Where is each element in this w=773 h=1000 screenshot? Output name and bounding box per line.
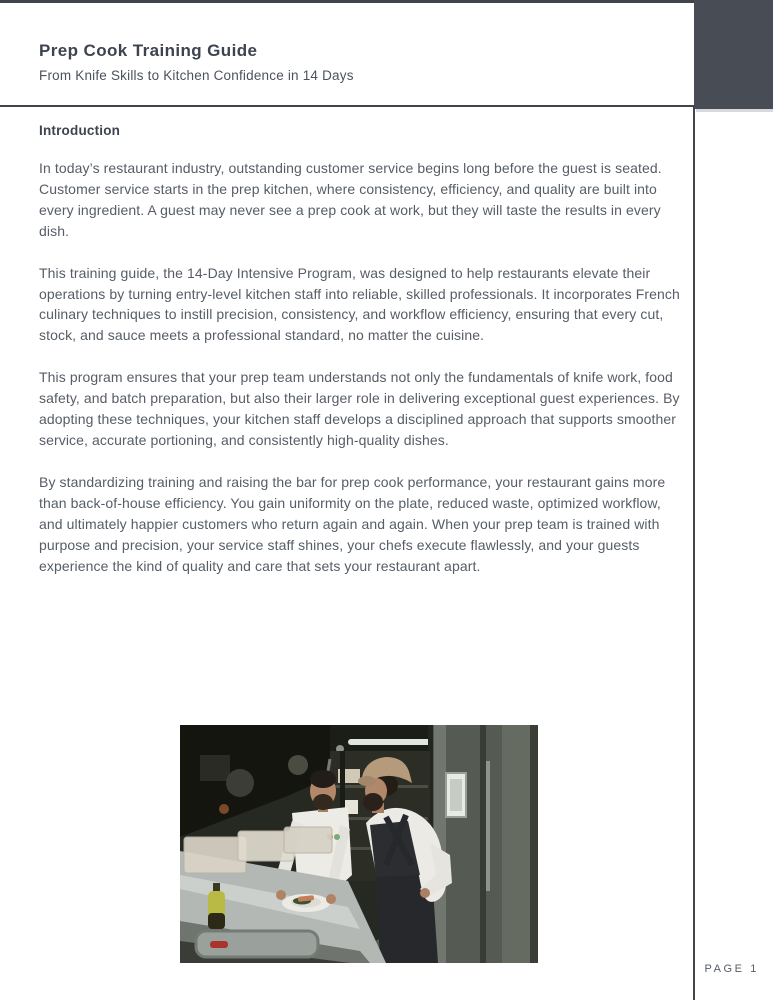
- paragraph-2: This training guide, the 14-Day Intensive Program, was designed to help restaurants elevate their operations by turning entry-level kitchen staff into reliable, skilled professionals. It incorporates French culinary techniques to instill precision, consistency, and workflow efficiency, ensuring that every cut, stock, and sauce meets a professional standard, no matter the cuisine.: [39, 264, 680, 344]
- kitchen-photo-illustration: [180, 725, 538, 963]
- body-content: [39, 123, 681, 597]
- document-title: Prep Cook Training Guide: [39, 41, 258, 60]
- document-header: [39, 41, 659, 83]
- right-margin-rule: [693, 105, 695, 1000]
- kitchen-photo: [180, 725, 538, 963]
- top-border-rule: [0, 0, 694, 3]
- metal-tray: [196, 931, 318, 957]
- paragraph-1: In today’s restaurant industry, outstanding customer service begins long before the guest is seated. Customer service starts in the prep kitchen, where consistency, efficiency, and quality are built into every ingredient. A guest may never see a prep cook at work, but they will taste the results in every dish.: [39, 160, 662, 239]
- header-corner-block: [694, 0, 773, 109]
- paragraph-3: This program ensures that your prep team understands not only the fundamentals of knife work, food safety, and batch preparation, but also their larger role in delivering exceptional guest experiences. By adopting these techniques, your kitchen staff develops a disciplined approach that supports smoother service, accurate portioning, and consistently high-quality dishes.: [39, 369, 680, 448]
- fridge: [428, 725, 538, 963]
- page-number: PAGE 1: [704, 963, 759, 975]
- document-subtitle: From Knife Skills to Kitchen Confidence in 14 Days: [39, 68, 354, 83]
- header-divider-rule: [0, 105, 694, 107]
- corner-block-underline: [696, 109, 773, 112]
- section-heading-introduction: Introduction: [39, 123, 121, 138]
- paragraph-4: By standardizing training and raising the bar for prep cook performance, your restaurant gains more than back-of-house efficiency. You gain uniformity on the plate, reduced waste, optimized workflow, and ultimately happier customers who return again and again. When your prep team is trained with purpose and precision, your service staff shines, your chefs execute flawlessly, and your guests experience the kind of quality and care that sets your restaurant apart.: [39, 473, 666, 574]
